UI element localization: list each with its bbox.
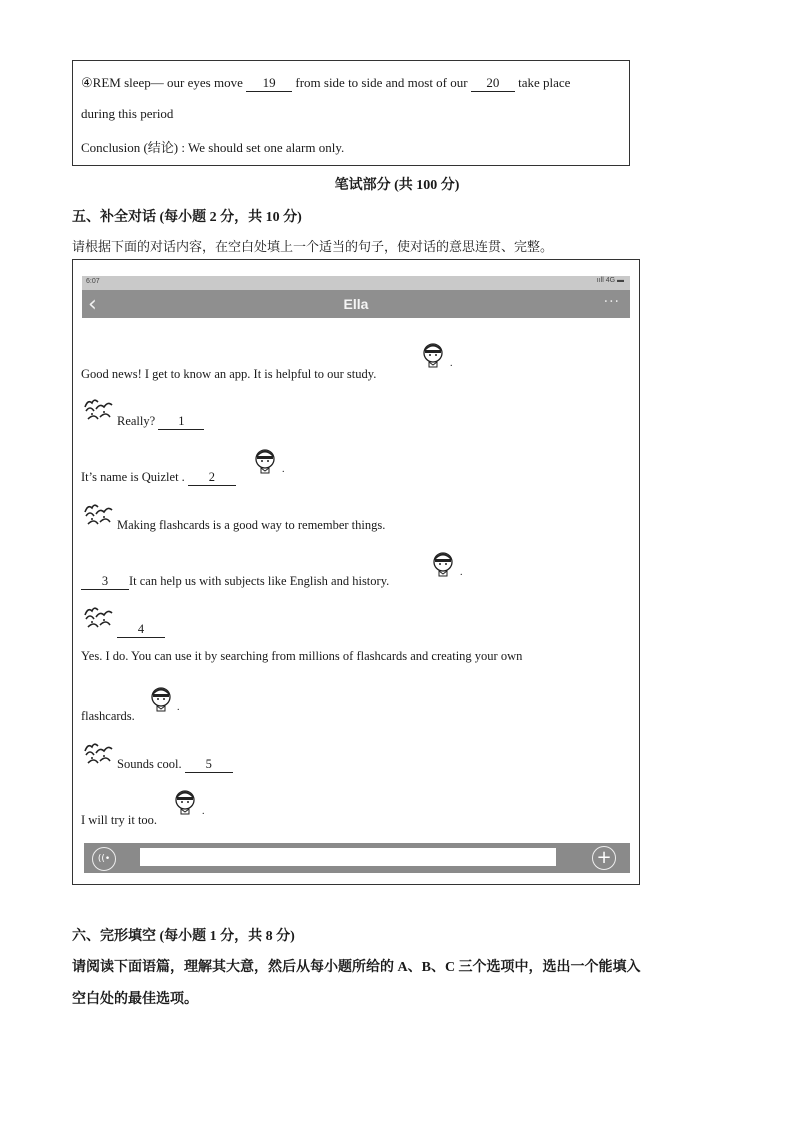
message-input[interactable]: [140, 848, 556, 866]
notes-line-2: during this period: [81, 106, 174, 121]
chat-message: [117, 757, 233, 773]
more-options-icon[interactable]: ···: [603, 294, 620, 310]
boy-avatar-icon: [422, 342, 444, 368]
chat-input-bar: [84, 843, 630, 873]
chat-message: Making flashcards is a good way to remember things.: [117, 518, 386, 532]
notes-text: take place: [518, 75, 571, 90]
blank-5[interactable]: 5: [185, 757, 233, 773]
section6-instruction-line1: 请阅读下面语篇，理解其大意，然后从每小题所给的 A、B、C 三个选项中，选出一个能填入: [72, 960, 641, 975]
chat-message: Good news! I get to know an app. It is helpful to our study.: [81, 367, 377, 381]
notes-line-1: [81, 75, 570, 92]
blank-4[interactable]: 4: [117, 622, 165, 638]
message-text: Really?: [117, 414, 156, 428]
chat-contact-name: Ella: [343, 296, 369, 312]
status-time: 6:07: [86, 278, 100, 285]
dot: .: [282, 464, 285, 475]
written-part-title: 笔试部分 (共 100 分): [334, 178, 460, 193]
chat-message: Yes. I do. You can use it by searching from millions of flashcards and creating your own: [81, 649, 523, 663]
notes-text: ④REM sleep— our eyes move: [81, 75, 243, 90]
message-text: It can help us with subjects like English and history.: [129, 574, 390, 588]
girl-avatar-icon: [82, 605, 114, 631]
section6-heading: 六、完形填空 (每小题 1 分，共 8 分): [72, 929, 295, 944]
notes-text: from side to side and most of our: [295, 75, 468, 90]
chat-message: [117, 622, 165, 638]
dot: .: [177, 702, 180, 713]
notes-conclusion: Conclusion (结论) : We should set one alarm only.: [81, 140, 345, 155]
blank-1[interactable]: 1: [158, 414, 204, 430]
chat-message: flashcards.: [81, 709, 135, 723]
listening-notes-box: [72, 60, 630, 166]
dot: .: [450, 358, 453, 369]
dot: .: [460, 567, 463, 578]
phone-status-bar: [82, 276, 630, 290]
section5-instruction: 请根据下面的对话内容，在空白处填上一个适当的句子，使对话的意思连贯、完整。: [72, 239, 554, 254]
chat-message: I will try it too.: [81, 813, 158, 827]
boy-avatar-icon: [150, 686, 172, 712]
chat-nav-bar: [82, 290, 630, 318]
message-text: It’s name is Quizlet .: [81, 470, 185, 484]
section5-heading: 五、补全对话 (每小题 2 分，共 10 分): [72, 210, 302, 225]
blank-3[interactable]: 3: [81, 574, 129, 590]
blank-20[interactable]: 20: [471, 75, 515, 92]
chat-message: [117, 414, 204, 430]
chat-message: [81, 574, 389, 590]
message-text: Sounds cool.: [117, 757, 182, 771]
blank-2[interactable]: 2: [188, 470, 236, 486]
chat-screenshot-frame: [72, 259, 640, 885]
boy-avatar-icon: [254, 448, 276, 474]
back-arrow-icon[interactable]: ‹: [88, 292, 97, 317]
voice-icon[interactable]: ((•: [92, 847, 116, 871]
signal-battery-icon: ııll 4G ▬: [596, 277, 624, 284]
dot: .: [202, 806, 205, 817]
chat-message: [81, 470, 236, 486]
girl-avatar-icon: [82, 502, 114, 528]
blank-19[interactable]: 19: [246, 75, 292, 92]
boy-avatar-icon: [174, 789, 196, 815]
plus-icon[interactable]: +: [592, 846, 616, 870]
girl-avatar-icon: [82, 397, 114, 423]
section6-instruction-line2: 空白处的最佳选项。: [72, 992, 198, 1007]
boy-avatar-icon: [432, 551, 454, 577]
girl-avatar-icon: [82, 741, 114, 767]
